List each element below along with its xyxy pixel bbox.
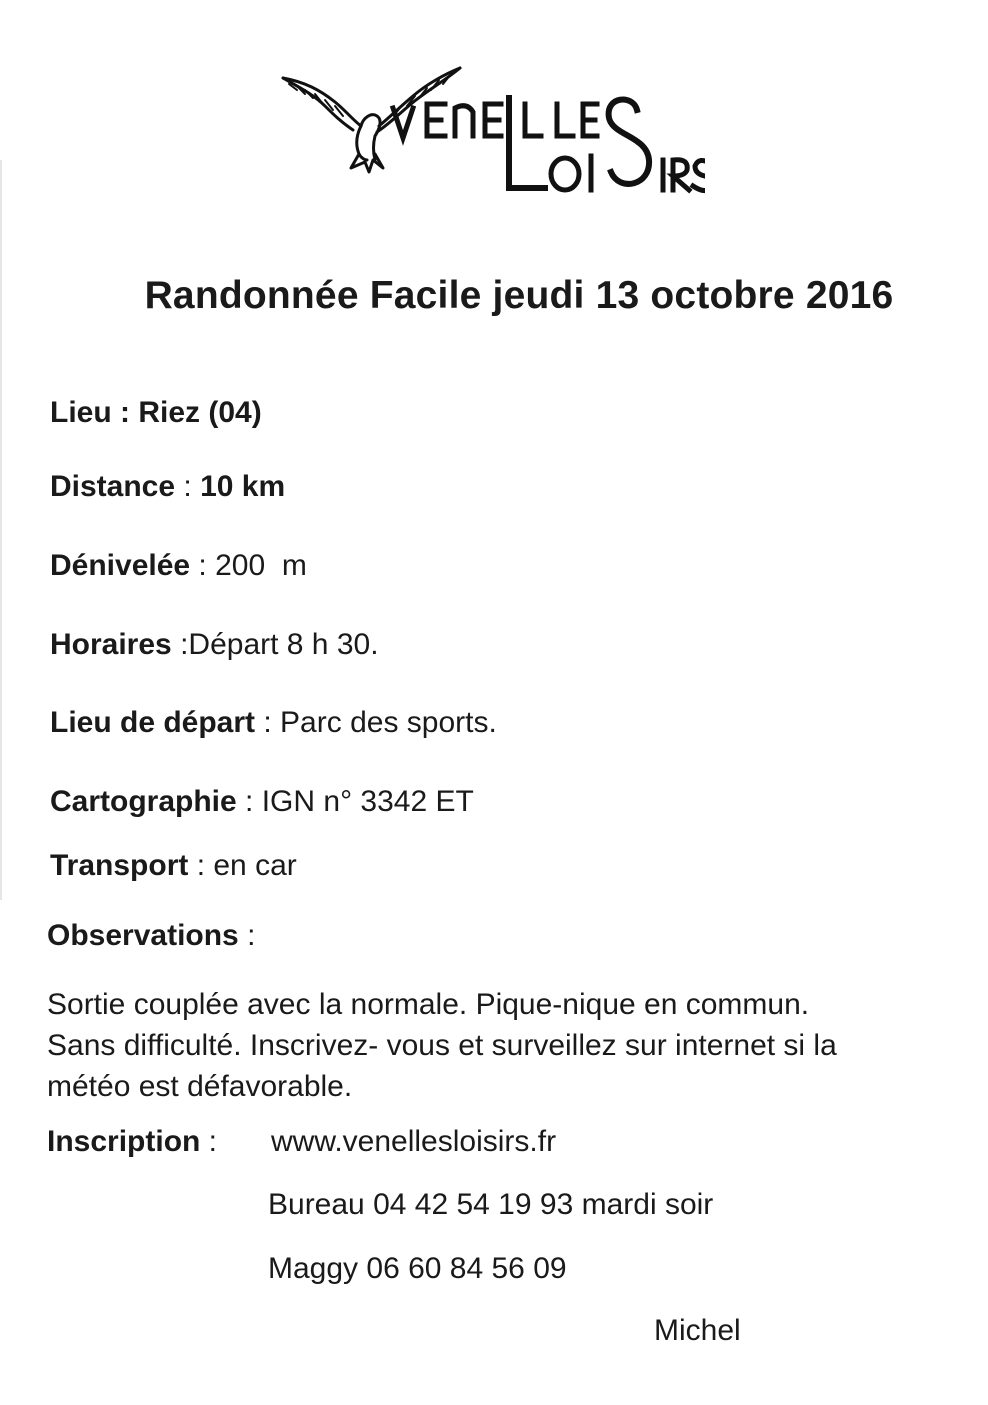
field-inscription-label: Inscription [47, 1125, 201, 1158]
scan-edge [0, 160, 2, 900]
observations-text [47, 984, 967, 1107]
field-transport-label: Transport [50, 849, 189, 882]
inscription-bureau-phone: Bureau 04 42 54 19 93 mardi soir [268, 1188, 714, 1221]
field-observations [47, 919, 255, 953]
field-lieu-depart [50, 706, 497, 740]
field-lieu [50, 396, 262, 430]
field-horaires-value: :Départ 8 h 30. [171, 628, 379, 661]
field-inscription-separator: : [200, 1125, 218, 1158]
field-distance-value: 10 km [200, 470, 286, 503]
field-denivelee [50, 549, 307, 583]
field-lieu-label: Lieu : Riez (04) [50, 396, 262, 429]
field-inscription [47, 1125, 217, 1159]
field-distance [50, 470, 285, 504]
observations-line: Sortie couplée avec la normale. Pique-nique en commun. [47, 988, 810, 1021]
field-lieu-depart-label: Lieu de départ [50, 706, 256, 739]
observations-line: Sans difficulté. Inscrivez- vous et surveillez sur internet si la [47, 1029, 837, 1062]
field-distance-separator: : [175, 470, 201, 503]
field-cartographie-label: Cartographie [50, 785, 237, 818]
inscription-maggy-phone: Maggy 06 60 84 56 09 [268, 1252, 567, 1285]
field-transport [50, 849, 297, 883]
club-logo [275, 60, 705, 210]
field-distance-label: Distance [50, 470, 176, 503]
field-denivelee-value: : 200 m [190, 549, 307, 582]
field-transport-value: : en car [188, 849, 297, 882]
logo-wordmark-venelles [393, 98, 705, 191]
page-title: Randonnée Facile jeudi 13 octobre 2016 [144, 274, 894, 317]
field-denivelee-label: Dénivelée [50, 549, 191, 582]
field-lieu-depart-value: : Parc des sports. [255, 706, 497, 739]
logo-graphic [275, 60, 705, 210]
field-observations-separator: : [238, 919, 256, 952]
field-horaires-label: Horaires [50, 628, 172, 661]
field-observations-label: Observations [47, 919, 239, 952]
signature: Michel [654, 1314, 741, 1347]
field-horaires [50, 628, 379, 662]
field-cartographie-value: : IGN n° 3342 ET [236, 785, 474, 818]
inscription-website-link[interactable]: www.venellesloisirs.fr [271, 1125, 557, 1158]
field-cartographie [50, 785, 474, 819]
observations-line: météo est défavorable. [47, 1070, 353, 1103]
